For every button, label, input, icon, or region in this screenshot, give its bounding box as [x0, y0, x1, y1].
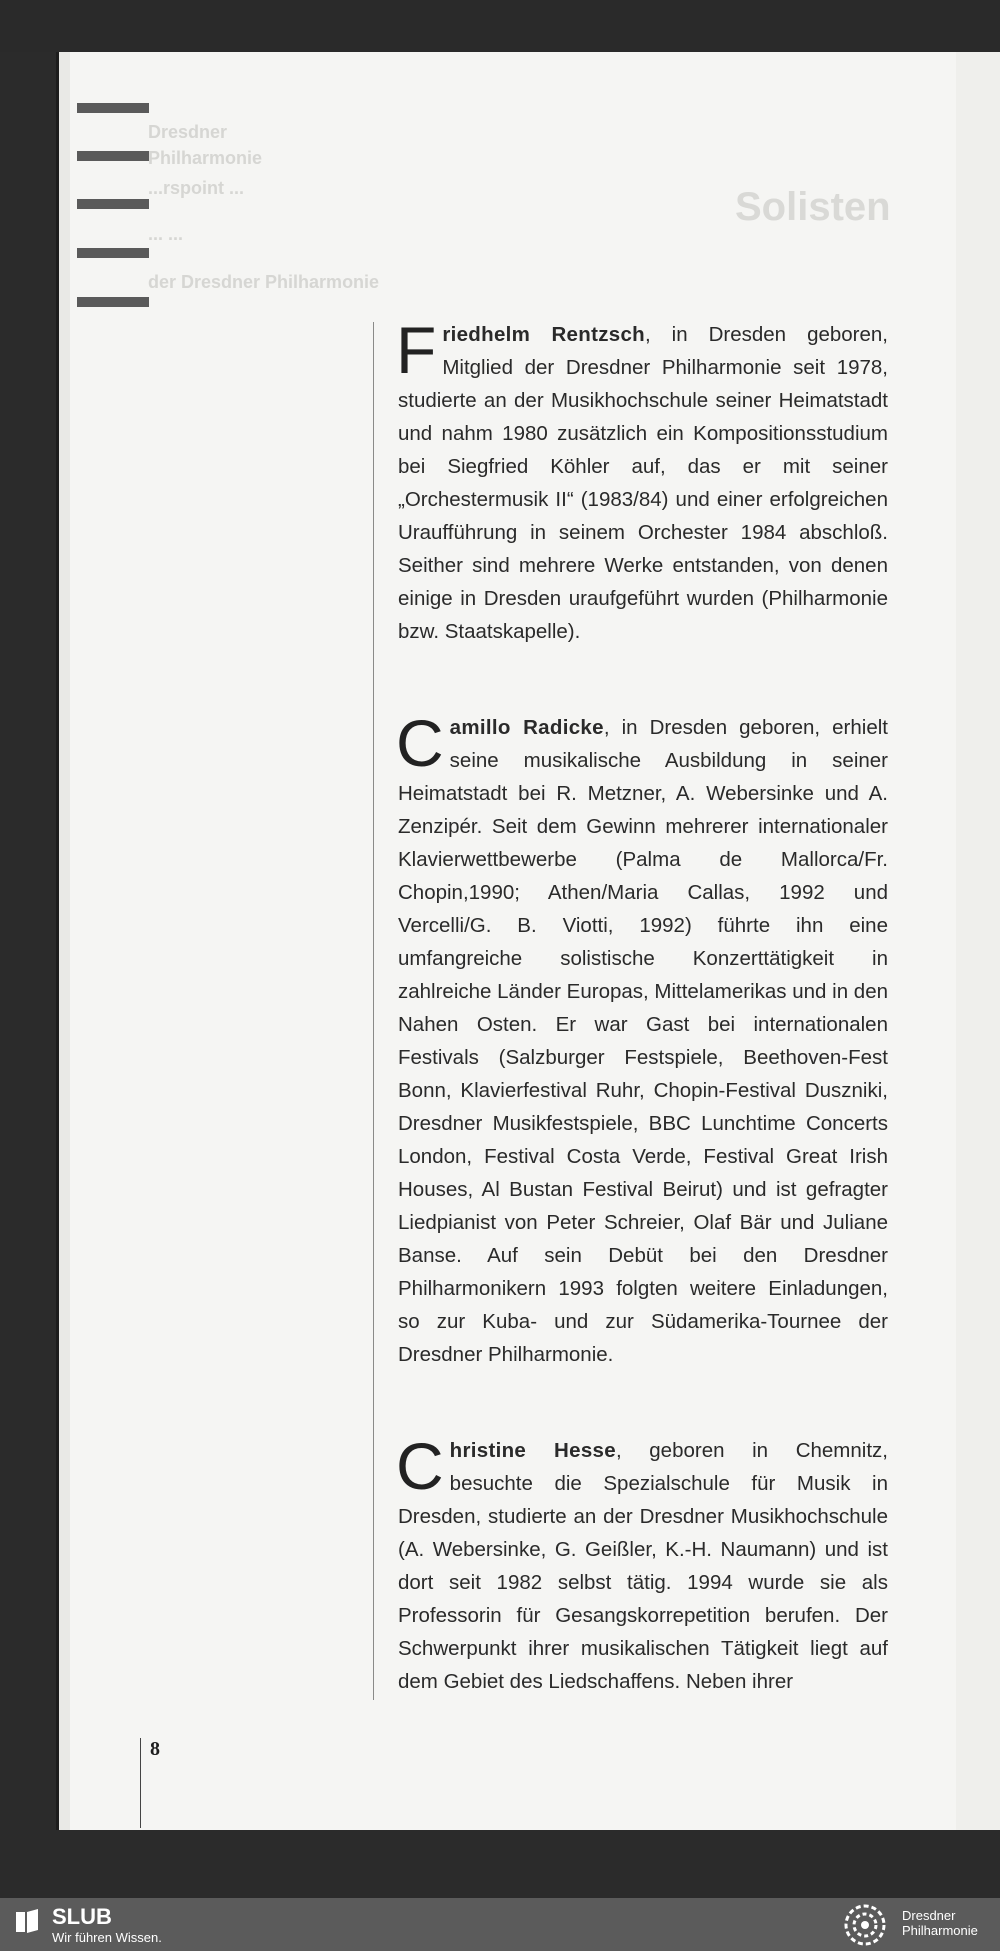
bleed-through-line: ... ...	[148, 224, 184, 244]
binding-mark	[77, 248, 149, 258]
dp-name-line1: Dresdner	[902, 1908, 956, 1923]
scanner-top-border	[0, 0, 1000, 52]
biography-text: , in Dresden geboren, Mitglied der Dresdner Philharmonie seit 1978, studierte an der Musikhochschule seiner Heimatstadt und nahm 1980 zusätzlich ein Kompositionsstudium bei Siegfried Köhler auf, das er mit seiner „Orchestermusik II“ (1983/84) und einer erfolgreichen Uraufführung in seinem Orchester 1984 abschloß. Seither sind mehrere Werke entstanden, von denen einige in Dresden uraufgeführt wurden (Philharmonie bzw. Staatskapelle).	[398, 323, 888, 643]
binding-mark	[77, 103, 149, 113]
page-number: 8	[150, 1738, 160, 1760]
adjacent-page-edge	[952, 52, 1000, 1830]
drop-cap: C	[396, 706, 444, 780]
drop-cap: F	[396, 313, 437, 387]
drop-cap: C	[396, 1429, 444, 1503]
biography-radicke	[396, 706, 888, 1371]
column-rule	[373, 322, 374, 1700]
binding-mark	[77, 199, 149, 209]
bleed-through-line: Philharmonie	[148, 148, 263, 168]
bleed-through-line: der Dresdner Philharmonie	[148, 272, 380, 292]
footer-bar	[0, 1898, 1000, 1951]
biography-paragraph	[396, 1429, 888, 1698]
dp-name-line2: Philharmonie	[902, 1923, 978, 1938]
bleed-through-line: ...rspoint ...	[148, 178, 245, 198]
person-name: riedhelm Rentzsch	[442, 323, 645, 346]
biography-text: , in Dresden geboren, erhielt seine musikalische Ausbildung in seiner Heimatstadt bei R. Metzner, A. Webersinke und A. Zenzipér. Seit dem Gewinn mehrerer internationaler Klavierwettbewerbe (Palma de Mallorca/Fr. Chopin,1990; Athen/Maria Callas, 1992 und Vercelli/G. B. Viotti, 1992) führte ihn eine umfangreiche solistische Konzerttätigkeit in zahlreiche Länder Europas, Mittelamerikas und in den Nahen Osten. Er war Gast bei internationalen Festivals (Salzburger Festspiele, Beethoven-Fest Bonn, Klavierfestival Ruhr, Chopin-Festival Duszniki, Dresdner Musikfestspiele, BBC Lunchtime Concerts London, Festival Costa Verde, Festival Great Irish Houses, Al Bustan Festival Beirut) und ist gefragter Liedpianist von Peter Schreier, Olaf Bär und Juliane Banse. Auf sein Debüt bei den Dresdner Philharmonikern 1993 folgten weitere Einladungen, so zur Kuba- und zur Südamerika-Tournee der Dresdner Philharmonie.	[398, 716, 888, 1366]
page-number-rule	[140, 1738, 141, 1828]
biography-paragraph	[396, 313, 888, 648]
binding-mark	[77, 151, 149, 161]
slub-tagline: Wir führen Wissen.	[52, 1930, 162, 1945]
biography-rentzsch	[396, 313, 888, 648]
biography-paragraph	[396, 706, 888, 1371]
person-name: amillo Radicke	[449, 716, 604, 739]
slub-book-icon[interactable]	[14, 1908, 40, 1936]
bleed-through-title: Solisten	[735, 185, 891, 229]
biography-text: , geboren in Chemnitz, besuchte die Spezialschule für Musik in Dresden, studierte an der Dresdner Musikhochschule (A. Webersinke, G. Geißler, K.-H. Naumann) und ist dort seit 1982 selbst tätig. 1994 wurde sie als Professorin für Gesangskorrepetition berufen. Der Schwerpunkt ihrer musikalischen Tätigkeit liegt auf dem Gebiet des Liedschaffens. Neben ihrer	[398, 1439, 888, 1693]
dresdner-philharmonie-logo-icon[interactable]	[842, 1902, 888, 1948]
bleed-through-line: Dresdner	[148, 122, 228, 142]
person-name: hristine Hesse	[449, 1439, 616, 1462]
dresdner-philharmonie-name	[902, 1908, 978, 1938]
binding-mark	[77, 297, 149, 307]
biography-hesse	[396, 1429, 888, 1698]
slub-name[interactable]: SLUB	[52, 1904, 112, 1929]
